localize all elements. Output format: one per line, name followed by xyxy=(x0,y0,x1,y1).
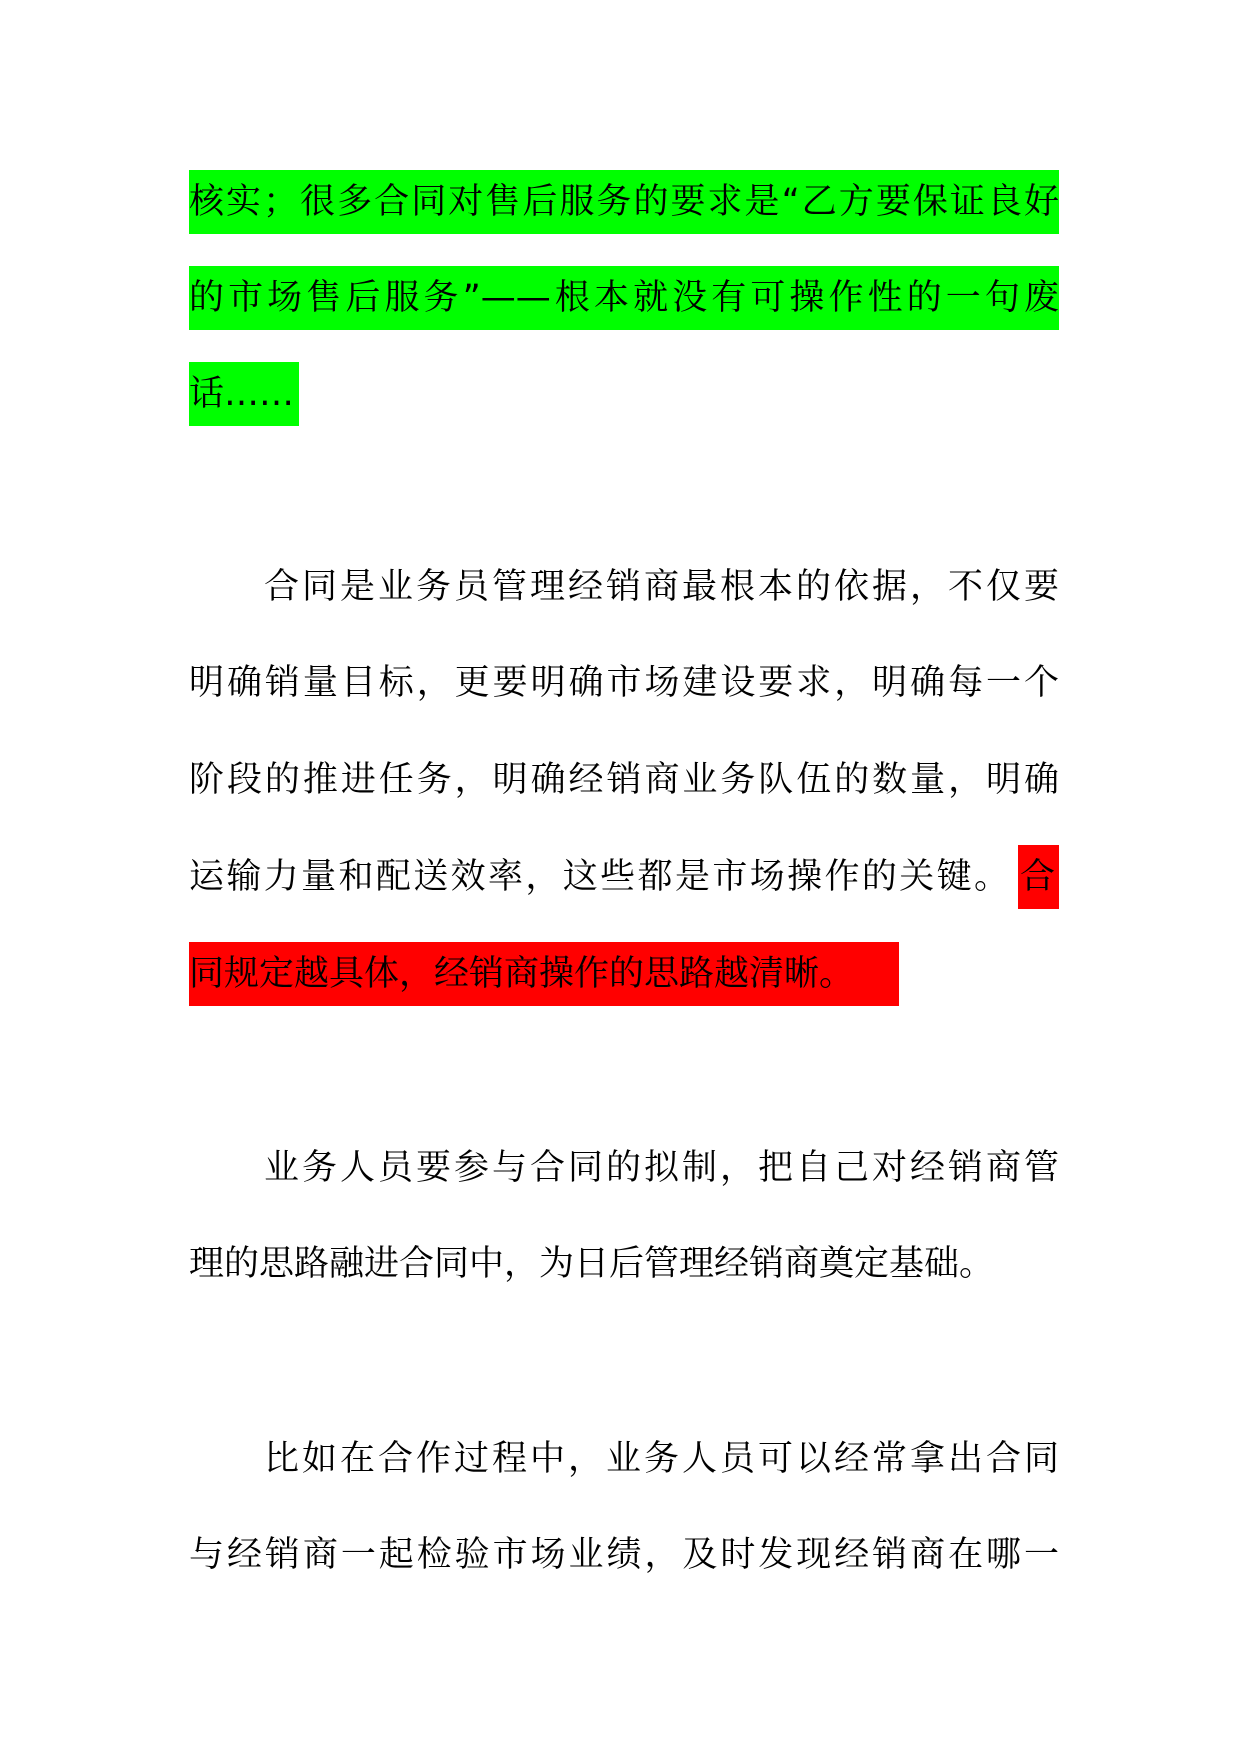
paragraph-3-line-1: 业务人员要参与合同的拟制，把自己对经销商管 xyxy=(264,1148,1059,1188)
paragraph-2-line-1: 合同是业务员管理经销商最根本的依据，不仅要 xyxy=(264,567,1059,607)
paragraph-4-line-2: 与经销商一起检验市场业绩，及时发现经销商在哪一 xyxy=(189,1535,1059,1575)
paragraph-2-line-3: 阶段的推进任务，明确经销商业务队伍的数量，明确 xyxy=(189,760,1059,800)
paragraph-2-line-5: 同规定越具体，经销商操作的思路越清晰。 xyxy=(189,954,855,994)
paragraph-2-line-4: 运输力量和配送效率，这些都是市场操作的关键。 xyxy=(189,857,1009,897)
paragraph-1-line-1: 核实；很多合同对售后服务的要求是“乙方要保证良好 xyxy=(189,182,1059,222)
paragraph-2-line-2: 明确销量目标，更要明确市场建设要求，明确每一个 xyxy=(189,663,1059,703)
paragraph-4-line-1: 比如在合作过程中，业务人员可以经常拿出合同 xyxy=(264,1439,1059,1479)
paragraph-2-line-4-highlight: 合 xyxy=(1020,857,1056,897)
paragraph-1-line-2: 的市场售后服务”——根本就没有可操作性的一句废 xyxy=(189,278,1059,318)
paragraph-1-line-3: 话…… xyxy=(189,374,295,414)
paragraph-3-line-2: 理的思路融进合同中，为日后管理经销商奠定基础。 xyxy=(189,1244,995,1284)
